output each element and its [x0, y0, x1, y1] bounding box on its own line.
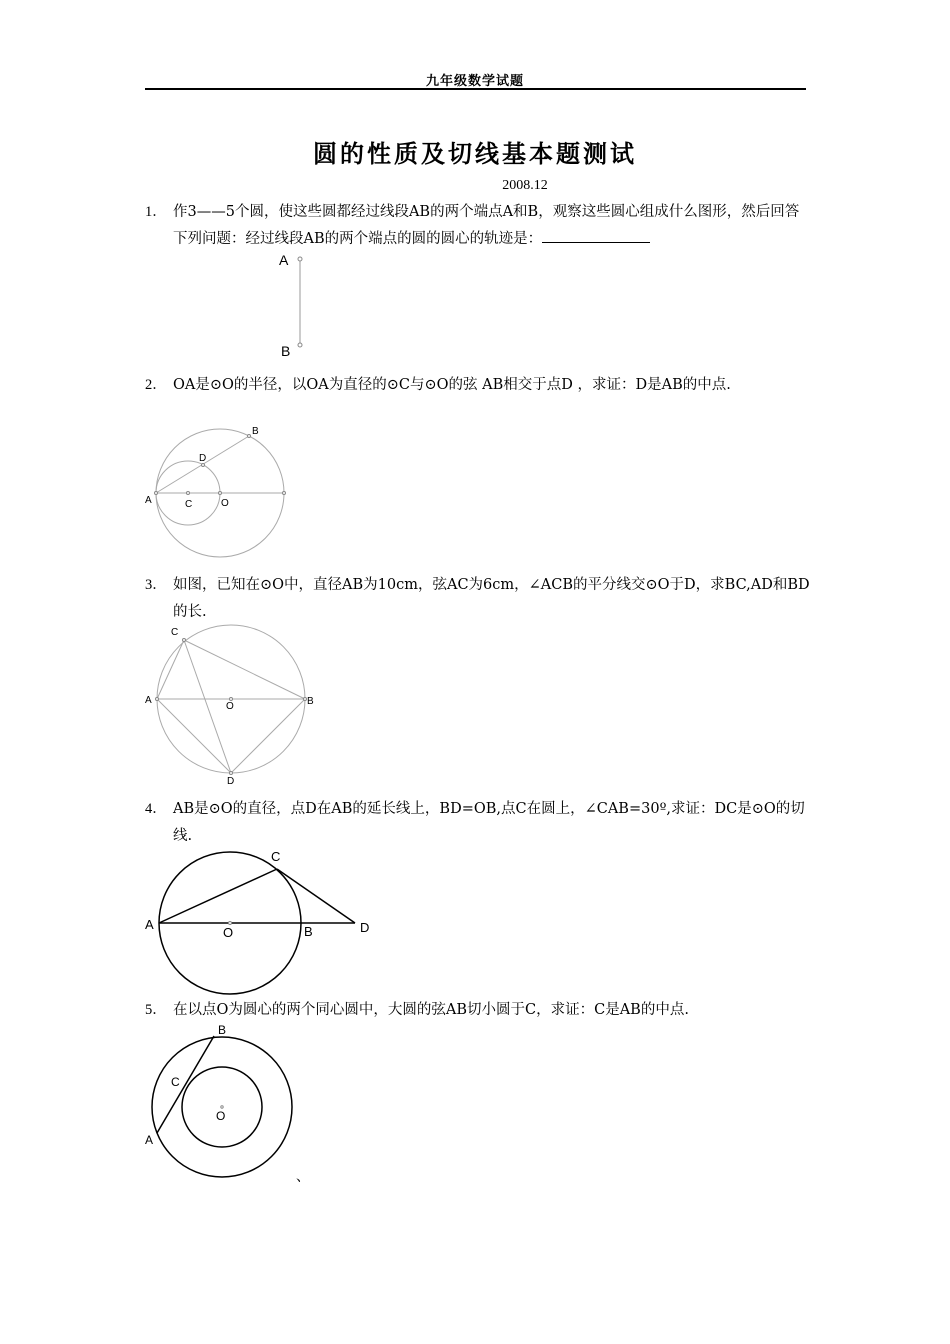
point-label-d: D [360, 920, 370, 935]
point-label-o: O [216, 1109, 226, 1123]
point-label-o: O [226, 701, 234, 712]
stray-mark: 、 [296, 1169, 310, 1185]
answer-blank [542, 228, 650, 243]
question-number: 4． [145, 801, 167, 817]
point-label-a: A [279, 252, 289, 268]
figure-5 [140, 1020, 300, 1180]
question-4 [145, 796, 813, 850]
question-text: 如图，已知在⊙O中，直径AB为10cm，弦AC为6cm，∠ACB的平分线交⊙O于D，求BC,AD和BD的长. [173, 577, 810, 620]
point-label-c: C [271, 849, 281, 864]
point-label-c: C [185, 499, 193, 510]
point-label-c: C [171, 1075, 180, 1089]
point-label-b: B [304, 924, 313, 939]
question-number: 3． [145, 577, 167, 593]
figure-4 [140, 845, 380, 995]
point-label-d: D [199, 453, 207, 464]
question-text: 作3——5个圆，使这些圆都经过线段AB的两个端点A和B，观察这些圆心组成什么图形，然后回答下列问题：经过线段AB的两个端点的圆的圆心的轨迹是： [173, 204, 800, 247]
point-label-b: B [218, 1023, 227, 1037]
point-label-b: B [252, 426, 259, 437]
date: 2008.12 [502, 178, 548, 193]
question-text: 在以点O为圆心的两个同心圆中，大圆的弦AB切小圆于C，求证：C是AB的中点. [173, 1002, 689, 1018]
page-header: 九年级数学试题 [425, 74, 524, 89]
figure-3 [140, 622, 330, 787]
point-label-a: A [145, 1133, 154, 1147]
page-title: 圆的性质及切线基本题测试 [313, 140, 637, 168]
point-label-o: O [221, 498, 229, 509]
question-1 [145, 199, 813, 253]
question-number: 5． [145, 1002, 167, 1018]
point-label-a: A [145, 495, 152, 506]
figure-2 [140, 420, 300, 565]
point-label-c: C [171, 627, 179, 638]
header-rule [145, 88, 806, 90]
point-label-a: A [145, 917, 154, 932]
question-text: OA是⊙O的半径，以OA为直径的⊙C与⊙O的弦 AB相交于点D ，求证：D是AB的中点. [173, 377, 731, 393]
point-label-d: D [227, 776, 235, 787]
point-label-a: A [145, 695, 152, 706]
question-number: 1． [145, 204, 167, 220]
figure-1 [270, 250, 320, 360]
question-number: 2． [145, 377, 167, 393]
point-label-o: O [223, 925, 234, 940]
point-label-b: B [281, 343, 291, 359]
question-3 [145, 572, 813, 626]
question-text: AB是⊙O的直径，点D在AB的延长线上，BD=OB,点C在圆上，∠CAB=30º,求证：DC是⊙O的切线. [173, 801, 805, 844]
question-2 [145, 372, 813, 399]
point-label-b: B [307, 696, 314, 707]
